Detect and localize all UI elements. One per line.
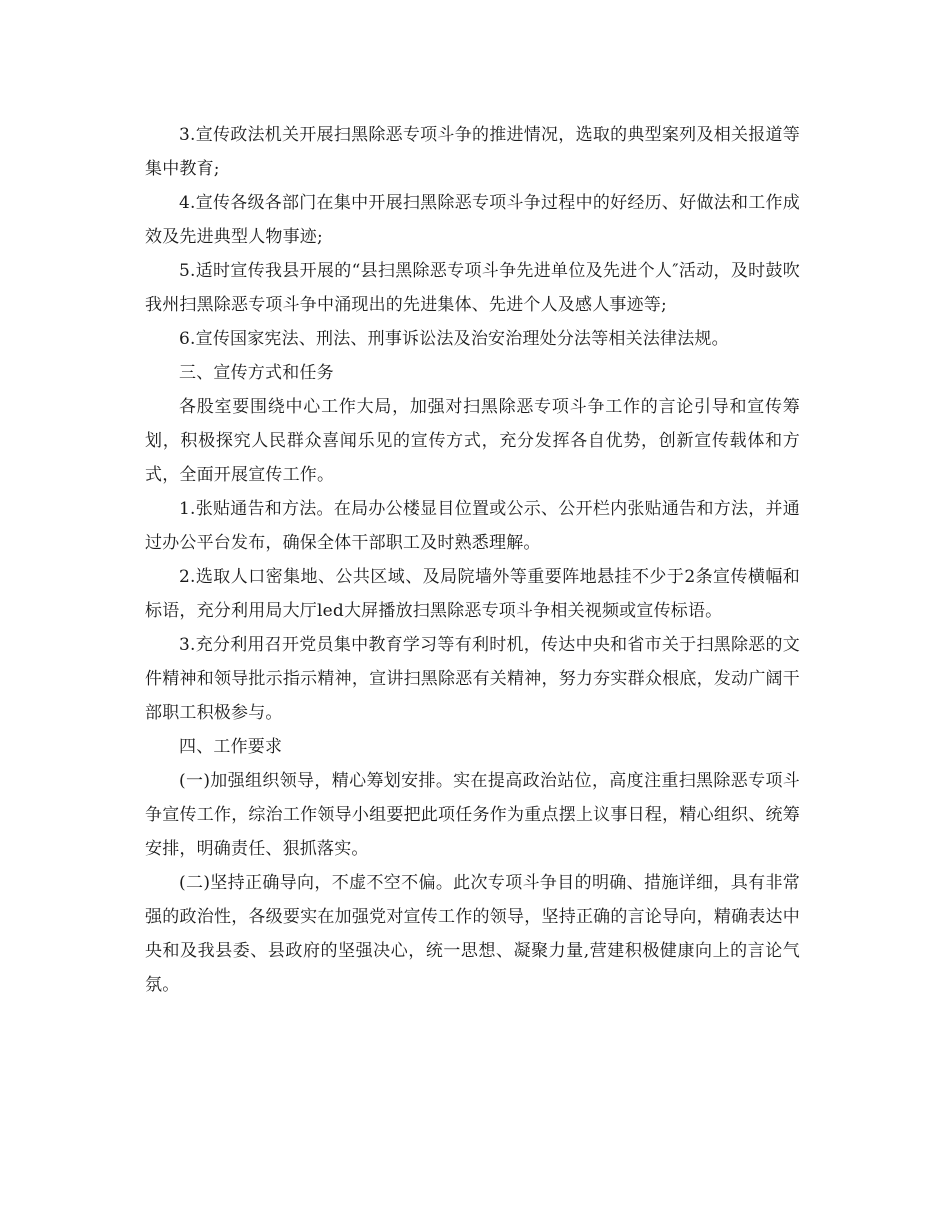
paragraph-item-6-laws: 6.宣传国家宪法、刑法、刑事诉讼法及治安治理处分法等相关法律法规。 — [179, 329, 729, 349]
paragraph-method-2-banners: 2.选取人口密集地、公共区域、及局院墙外等重要阵地悬挂不少于2条宣传横幅和标语，充分利用局大厅led大屏播放扫黑除恶专项斗争相关视频或宣传标语。 — [145, 567, 800, 621]
document-body — [145, 118, 800, 1002]
paragraph-method-3-study: 3.充分利用召开党员集中教育学习等有利时机，传达中央和省市关于扫黑除恶的文件精神和领导批示指示精神，宣讲扫黑除恶有关精神，努力夯实群众根底，发动广阔干部职工积极参与。 — [145, 635, 800, 723]
paragraph-requirement-1-leadership: (一)加强组织领导，精心筹划安排。实在提高政治站位，高度注重扫黑除恶专项斗争宣传工作，综治工作领导小组要把此项任务作为重点摆上议事日程，精心组织、统筹安排，明确责任、狠抓落实。 — [145, 771, 800, 859]
paragraph-method-1-notices: 1.张贴通告和方法。在局办公楼显目位置或公示、公开栏内张贴通告和方法，并通过办公平台发布，确保全体干部职工及时熟悉理解。 — [145, 499, 800, 553]
paragraph-item-3-propaganda-progress: 3.宣传政法机关开展扫黑除恶专项斗争的推进情况，选取的典型案列及相关报道等集中教育; — [145, 125, 800, 179]
paragraph-requirement-2-orientation: (二)坚持正确导向，不虚不空不偏。此次专项斗争目的明确、措施详细，具有非常强的政治性，各级要实在加强党对宣传工作的领导，坚持正确的言论导向，精确表达中央和及我县委、县政府的坚强决心，统一思想、凝聚力量,营建积极健康向上的言论气氛。 — [145, 873, 800, 995]
section-heading-methods-tasks: 三、宣传方式和任务 — [179, 363, 334, 383]
paragraph-item-5-advanced-units: 5.适时宣传我县开展的“县扫黑除恶专项斗争先进单位及先进个人″活动，及时鼓吹我州扫黑除恶专项斗争中涌现出的先进集体、先进个人及感人事迹等; — [145, 261, 800, 315]
paragraph-methods-intro: 各股室要围绕中心工作大局，加强对扫黑除恶专项斗争工作的言论引导和宣传筹划，积极探究人民群众喜闻乐见的宣传方式，充分发挥各自优势，创新宣传载体和方式，全面开展宣传工作。 — [145, 397, 800, 485]
section-heading-requirements: 四、工作要求 — [179, 737, 283, 757]
paragraph-item-4-good-practices: 4.宣传各级各部门在集中开展扫黑除恶专项斗争过程中的好经历、好做法和工作成效及先进典型人物事迹; — [145, 193, 800, 247]
